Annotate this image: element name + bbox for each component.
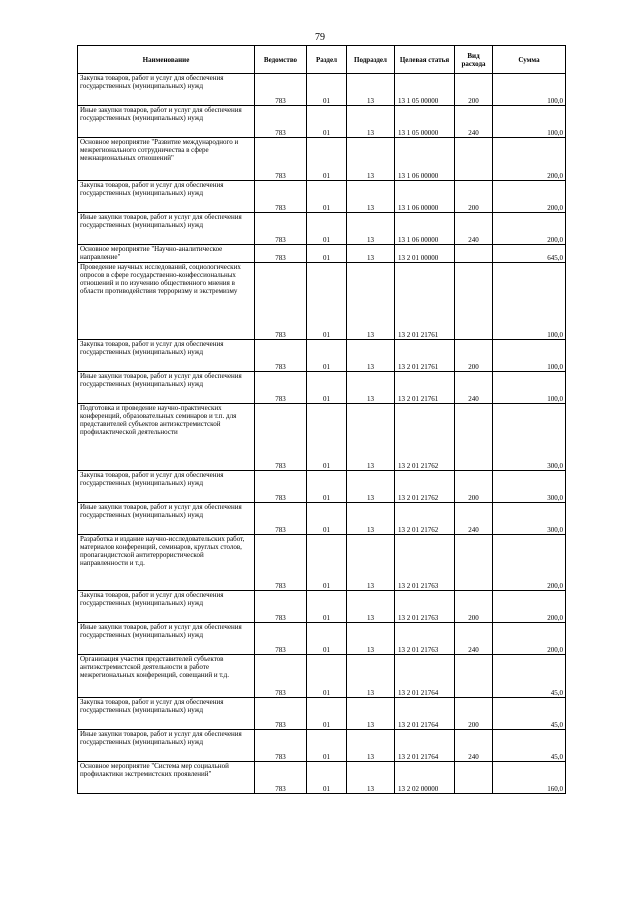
table-row xyxy=(78,74,566,106)
col-header-vedomstvo: Ведомство xyxy=(255,46,307,74)
row-vedomstvo: 783 xyxy=(255,655,307,698)
col-header-podrazdel: Подраздел xyxy=(347,46,395,74)
row-name: Проведение научных исследований, социологических опросов в сфере государственно-конфессиональных отношений и по изучению общественного мнения в области противодействия терроризму и экстремизму xyxy=(78,263,255,340)
row-statya: 13 2 01 21762 xyxy=(395,471,455,503)
row-vid: 240 xyxy=(455,730,493,762)
row-vedomstvo: 783 xyxy=(255,340,307,372)
row-razdel: 01 xyxy=(307,623,347,655)
table-row xyxy=(78,535,566,591)
row-name: Закупка товаров, работ и услуг для обеспечения государственных (муниципальных) нужд xyxy=(78,591,255,623)
row-vedomstvo: 783 xyxy=(255,404,307,471)
row-podrazdel: 13 xyxy=(347,762,395,794)
table-row xyxy=(78,503,566,535)
row-razdel: 01 xyxy=(307,762,347,794)
row-vid: 200 xyxy=(455,74,493,106)
row-statya: 13 2 01 21761 xyxy=(395,263,455,340)
row-vedomstvo: 783 xyxy=(255,245,307,263)
row-vedomstvo: 783 xyxy=(255,181,307,213)
row-summa: 300,0 xyxy=(493,503,566,535)
row-name: Иные закупки товаров, работ и услуг для обеспечения государственных (муниципальных) нужд xyxy=(78,213,255,245)
table-row xyxy=(78,698,566,730)
row-name: Основное мероприятие "Научно-аналитическое направление" xyxy=(78,245,255,263)
row-vid: 240 xyxy=(455,372,493,404)
row-razdel: 01 xyxy=(307,503,347,535)
row-vedomstvo: 783 xyxy=(255,74,307,106)
row-summa: 300,0 xyxy=(493,471,566,503)
row-name: Иные закупки товаров, работ и услуг для обеспечения государственных (муниципальных) нужд xyxy=(78,730,255,762)
col-header-name: Наименование xyxy=(78,46,255,74)
table-row xyxy=(78,591,566,623)
row-podrazdel: 13 xyxy=(347,655,395,698)
row-podrazdel: 13 xyxy=(347,106,395,138)
row-statya: 13 2 01 21761 xyxy=(395,340,455,372)
table-row xyxy=(78,655,566,698)
row-podrazdel: 13 xyxy=(347,623,395,655)
table-row xyxy=(78,263,566,340)
row-summa: 100,0 xyxy=(493,74,566,106)
table-row xyxy=(78,106,566,138)
col-header-statya: Целевая статья xyxy=(395,46,455,74)
table-row xyxy=(78,372,566,404)
row-summa: 100,0 xyxy=(493,263,566,340)
row-vedomstvo: 783 xyxy=(255,623,307,655)
row-razdel: 01 xyxy=(307,263,347,340)
row-vid: 200 xyxy=(455,698,493,730)
row-podrazdel: 13 xyxy=(347,245,395,263)
row-name: Подготовка и проведение научно-практических конференций, образовательных семинаров и т.п. для представителей субъектов антиэкстремистской профилактической деятельности xyxy=(78,404,255,471)
row-razdel: 01 xyxy=(307,730,347,762)
row-vid xyxy=(455,245,493,263)
row-name: Закупка товаров, работ и услуг для обеспечения государственных (муниципальных) нужд xyxy=(78,74,255,106)
row-summa: 100,0 xyxy=(493,106,566,138)
row-podrazdel: 13 xyxy=(347,698,395,730)
table-row xyxy=(78,471,566,503)
row-summa: 200,0 xyxy=(493,213,566,245)
row-summa: 45,0 xyxy=(493,655,566,698)
table-row xyxy=(78,138,566,181)
row-statya: 13 2 01 00000 xyxy=(395,245,455,263)
row-statya: 13 1 05 00000 xyxy=(395,74,455,106)
row-summa: 45,0 xyxy=(493,698,566,730)
row-vid xyxy=(455,762,493,794)
row-vid: 200 xyxy=(455,181,493,213)
row-statya: 13 2 01 21762 xyxy=(395,404,455,471)
row-vid xyxy=(455,404,493,471)
row-name: Основное мероприятие "Система мер социальной профилактики экстремистских проявлений" xyxy=(78,762,255,794)
row-statya: 13 2 01 21763 xyxy=(395,623,455,655)
row-name: Основное мероприятие "Развитие международного и межрегионального сотрудничества в сфере межнациональных отношений" xyxy=(78,138,255,181)
row-statya: 13 2 01 21762 xyxy=(395,503,455,535)
row-vedomstvo: 783 xyxy=(255,471,307,503)
row-name: Закупка товаров, работ и услуг для обеспечения государственных (муниципальных) нужд xyxy=(78,698,255,730)
row-vedomstvo: 783 xyxy=(255,762,307,794)
col-header-razdel: Раздел xyxy=(307,46,347,74)
row-podrazdel: 13 xyxy=(347,74,395,106)
table-row xyxy=(78,762,566,794)
row-podrazdel: 13 xyxy=(347,471,395,503)
row-statya: 13 2 02 00000 xyxy=(395,762,455,794)
row-statya: 13 1 05 00000 xyxy=(395,106,455,138)
row-name: Иные закупки товаров, работ и услуг для обеспечения государственных (муниципальных) нужд xyxy=(78,503,255,535)
row-vid: 240 xyxy=(455,503,493,535)
row-vedomstvo: 783 xyxy=(255,138,307,181)
row-vedomstvo: 783 xyxy=(255,106,307,138)
row-summa: 200,0 xyxy=(493,138,566,181)
row-name: Организация участия представителей субъектов антиэкстремистской деятельности в работе межрегиональных конференций, совещаний и т.д. xyxy=(78,655,255,698)
row-summa: 200,0 xyxy=(493,181,566,213)
row-summa: 200,0 xyxy=(493,623,566,655)
row-name: Закупка товаров, работ и услуг для обеспечения государственных (муниципальных) нужд xyxy=(78,471,255,503)
row-razdel: 01 xyxy=(307,591,347,623)
row-razdel: 01 xyxy=(307,245,347,263)
row-summa: 200,0 xyxy=(493,535,566,591)
row-name: Закупка товаров, работ и услуг для обеспечения государственных (муниципальных) нужд xyxy=(78,181,255,213)
row-vid: 240 xyxy=(455,623,493,655)
row-statya: 13 2 01 21763 xyxy=(395,591,455,623)
table-header-row xyxy=(78,46,566,74)
row-statya: 13 2 01 21764 xyxy=(395,730,455,762)
row-vedomstvo: 783 xyxy=(255,213,307,245)
row-razdel: 01 xyxy=(307,655,347,698)
row-statya: 13 2 01 21763 xyxy=(395,535,455,591)
row-vedomstvo: 783 xyxy=(255,730,307,762)
row-vedomstvo: 783 xyxy=(255,263,307,340)
row-vid: 240 xyxy=(455,106,493,138)
row-razdel: 01 xyxy=(307,74,347,106)
row-razdel: 01 xyxy=(307,471,347,503)
row-statya: 13 1 06 00000 xyxy=(395,181,455,213)
row-vedomstvo: 783 xyxy=(255,591,307,623)
row-vedomstvo: 783 xyxy=(255,503,307,535)
row-vedomstvo: 783 xyxy=(255,372,307,404)
row-podrazdel: 13 xyxy=(347,372,395,404)
row-statya: 13 1 06 00000 xyxy=(395,138,455,181)
row-statya: 13 2 01 21764 xyxy=(395,655,455,698)
row-summa: 45,0 xyxy=(493,730,566,762)
row-razdel: 01 xyxy=(307,106,347,138)
row-vid: 200 xyxy=(455,471,493,503)
row-razdel: 01 xyxy=(307,535,347,591)
row-razdel: 01 xyxy=(307,340,347,372)
row-podrazdel: 13 xyxy=(347,591,395,623)
row-name: Иные закупки товаров, работ и услуг для обеспечения государственных (муниципальных) нужд xyxy=(78,623,255,655)
row-vid xyxy=(455,535,493,591)
row-podrazdel: 13 xyxy=(347,503,395,535)
row-name: Иные закупки товаров, работ и услуг для обеспечения государственных (муниципальных) нужд xyxy=(78,106,255,138)
table-row xyxy=(78,340,566,372)
row-summa: 200,0 xyxy=(493,591,566,623)
row-statya: 13 2 01 21761 xyxy=(395,372,455,404)
table-row xyxy=(78,404,566,471)
row-name: Закупка товаров, работ и услуг для обеспечения государственных (муниципальных) нужд xyxy=(78,340,255,372)
row-statya: 13 2 01 21764 xyxy=(395,698,455,730)
row-vedomstvo: 783 xyxy=(255,535,307,591)
row-summa: 100,0 xyxy=(493,340,566,372)
row-name: Иные закупки товаров, работ и услуг для обеспечения государственных (муниципальных) нужд xyxy=(78,372,255,404)
table-row xyxy=(78,213,566,245)
row-vid xyxy=(455,655,493,698)
row-podrazdel: 13 xyxy=(347,340,395,372)
col-header-vid: Вид расхода xyxy=(455,46,493,74)
table-row xyxy=(78,245,566,263)
table-row xyxy=(78,730,566,762)
row-podrazdel: 13 xyxy=(347,730,395,762)
budget-table xyxy=(77,45,566,794)
row-razdel: 01 xyxy=(307,698,347,730)
row-vid: 200 xyxy=(455,340,493,372)
row-vid xyxy=(455,263,493,340)
row-statya: 13 1 06 00000 xyxy=(395,213,455,245)
table-row xyxy=(78,181,566,213)
row-podrazdel: 13 xyxy=(347,213,395,245)
row-name: Разработка и издание научно-исследовательских работ, материалов конференций, семинаров, круглых столов, пропагандистской антитеррористической направленности и т.д. xyxy=(78,535,255,591)
row-podrazdel: 13 xyxy=(347,535,395,591)
col-header-summa: Сумма xyxy=(493,46,566,74)
row-summa: 100,0 xyxy=(493,372,566,404)
row-vid xyxy=(455,138,493,181)
row-podrazdel: 13 xyxy=(347,263,395,340)
row-vid: 200 xyxy=(455,591,493,623)
row-podrazdel: 13 xyxy=(347,181,395,213)
row-summa: 160,0 xyxy=(493,762,566,794)
row-vid: 240 xyxy=(455,213,493,245)
page-number: 79 xyxy=(315,32,325,43)
row-summa: 645,0 xyxy=(493,245,566,263)
row-podrazdel: 13 xyxy=(347,138,395,181)
row-razdel: 01 xyxy=(307,404,347,471)
row-razdel: 01 xyxy=(307,372,347,404)
table-row xyxy=(78,623,566,655)
row-podrazdel: 13 xyxy=(347,404,395,471)
row-razdel: 01 xyxy=(307,138,347,181)
row-summa: 300,0 xyxy=(493,404,566,471)
row-vedomstvo: 783 xyxy=(255,698,307,730)
row-razdel: 01 xyxy=(307,213,347,245)
row-razdel: 01 xyxy=(307,181,347,213)
